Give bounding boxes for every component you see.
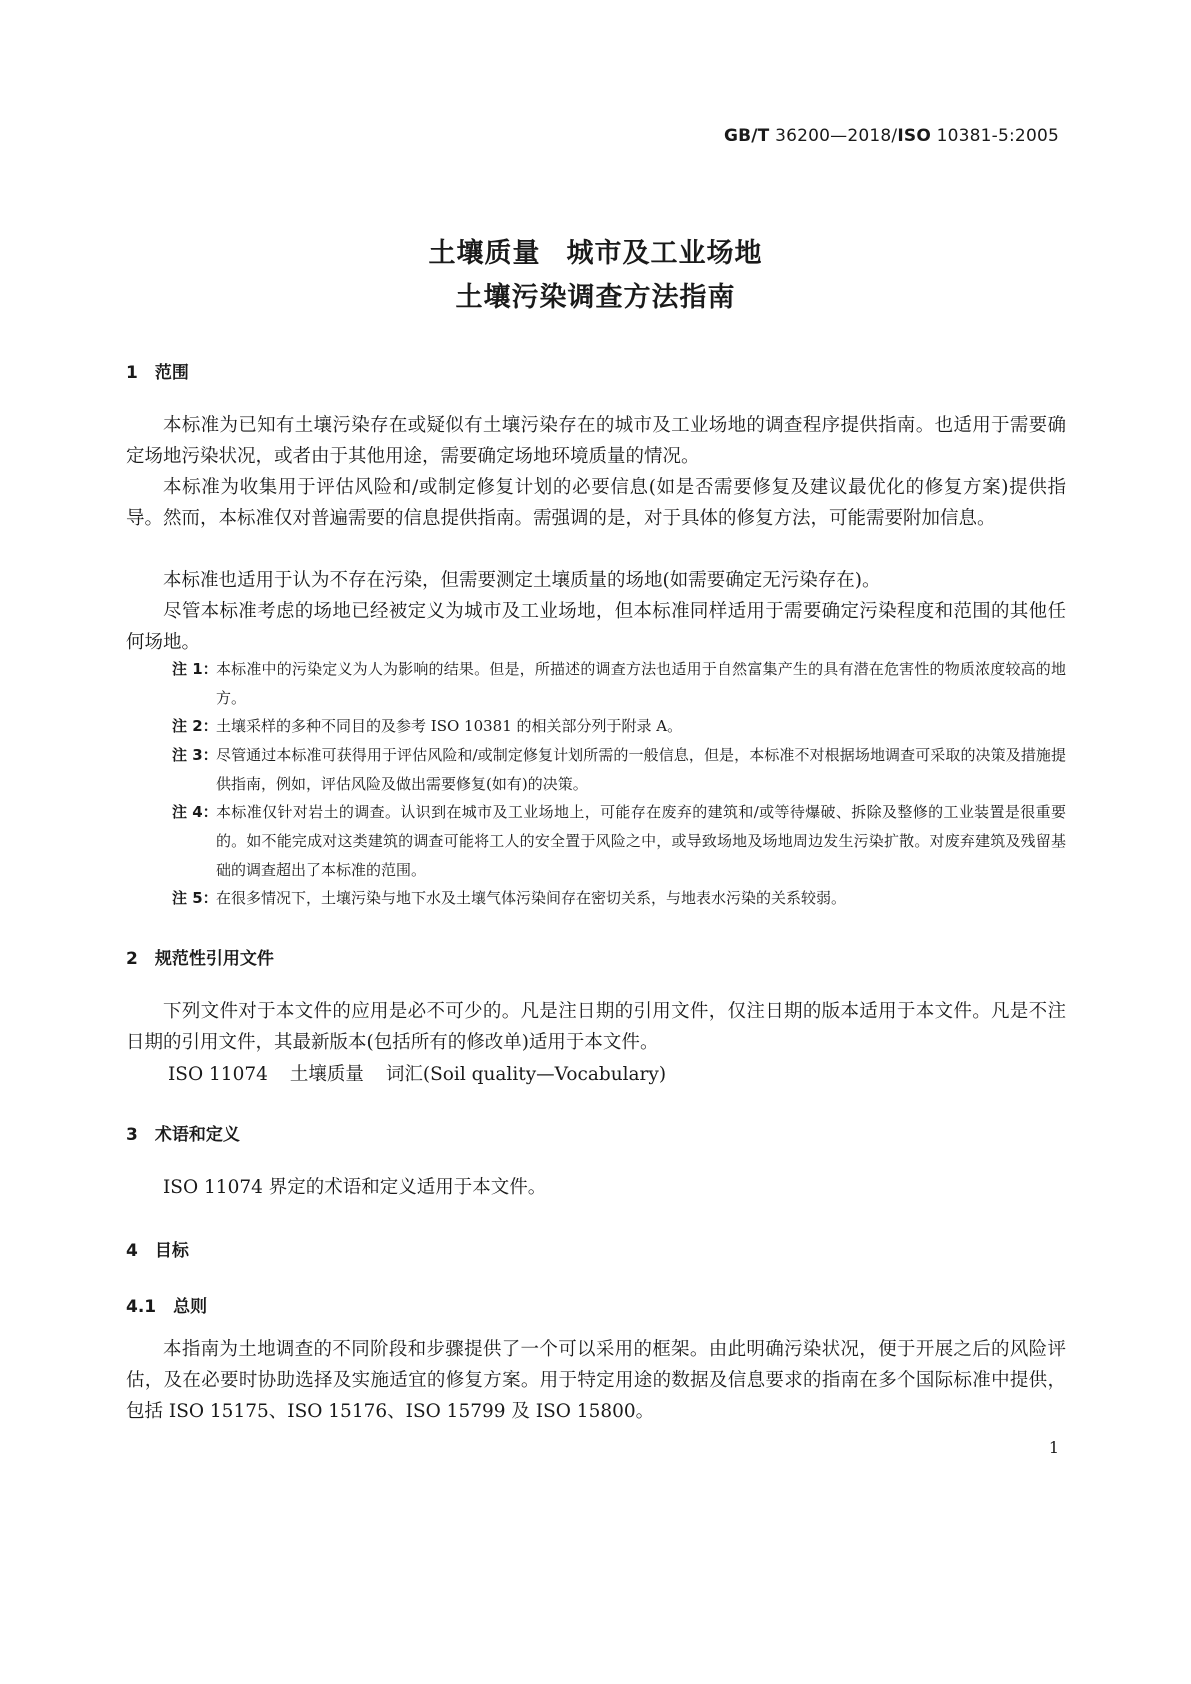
std-iso-rest: 10381-5:2005 <box>930 126 1059 146</box>
title-line-1 <box>0 232 1191 276</box>
note-label: 注 3： <box>172 746 218 764</box>
note-label: 注 4： <box>172 803 218 821</box>
section-4-heading: 4 目标 <box>126 1241 189 1261</box>
s4-1-paragraph: 本指南为土地调查的不同阶段和步骤提供了一个可以采用的框架。由此明确污染状况，便于开展之后的风险评估，及在必要时协助选择及实施适宜的修复方案。用于特定用途的数据及信息要求的指南在多个国际标准中提供，包括 ISO 15175、ISO 15176、ISO 15799 及 ISO 15800。 <box>126 1339 1066 1422</box>
note-label: 注 1： <box>172 660 218 678</box>
s1-paragraph-2: 本标准为收集用于评估风险和/或制定修复计划的必要信息(如是否需要修复及建议最优化的修复方案)提供指导。然而，本标准仅对普遍需要的信息提供指南。需强调的是，对于具体的修复方法，可能需要附加信息。 <box>126 477 1066 529</box>
ref-title-a: 土壤质量 <box>289 1064 364 1085</box>
s3-paragraph: ISO 11074 界定的术语和定义适用于本文件。 <box>163 1177 547 1198</box>
section-1-heading: 1 范围 <box>126 363 189 383</box>
note-1 <box>172 655 1066 713</box>
note-2 <box>172 712 1066 741</box>
note-3 <box>172 741 1066 799</box>
note-text: 本标准仅针对岩土的调查。认识到在城市及工业场地上，可能存在废弃的建筑和/或等待爆破、拆除及整修的工业装置是很重要的。如不能完成对这类建筑的调查可能将工人的安全置于风险之中，或导致场地及场地周边发生污染扩散。对废弃建筑及残留基础的调查超出了本标准的范围。 <box>216 803 1066 879</box>
s2-paragraph: 下列文件对于本文件的应用是必不可少的。凡是注日期的引用文件，仅注日期的版本适用于本文件。凡是不注日期的引用文件，其最新版本(包括所有的修改单)适用于本文件。 <box>126 1001 1066 1053</box>
ref-code: ISO 11074 <box>168 1064 268 1085</box>
s1-paragraph-1: 本标准为已知有土壤污染存在或疑似有土壤污染存在的城市及工业场地的调查程序提供指南。也适用于需要确定场地污染状况，或者由于其他用途，需要确定场地环境质量的情况。 <box>126 415 1066 467</box>
note-4 <box>172 798 1066 885</box>
std-iso: ISO <box>897 126 931 146</box>
normative-reference <box>168 1059 666 1090</box>
std-prefix: GB/T <box>723 126 770 146</box>
s1-paragraph-3: 本标准也适用于认为不存在污染，但需要测定土壤质量的场地(如需要确定无污染存在)。 <box>163 570 881 591</box>
note-text: 本标准中的污染定义为人为影响的结果。但是，所描述的调查方法也适用于自然富集产生的具有潜在危害性的物质浓度较高的地方。 <box>216 660 1066 707</box>
ref-title-b: 词汇(Soil quality—Vocabulary) <box>385 1064 667 1085</box>
title-line-1b: 城市及工业场地 <box>566 238 763 269</box>
note-label: 注 5： <box>172 889 218 907</box>
note-label: 注 2： <box>172 717 218 735</box>
note-5 <box>172 884 1066 913</box>
note-text: 土壤采样的多种不同目的及参考 ISO 10381 的相关部分列于附录 A。 <box>216 717 683 735</box>
standard-number <box>724 126 1059 146</box>
note-text: 在很多情况下，土壤污染与地下水及土壤气体污染间存在密切关系，与地表水污染的关系较弱。 <box>216 889 847 907</box>
section-3-heading: 3 术语和定义 <box>126 1125 240 1145</box>
page-number: 1 <box>1048 1438 1059 1457</box>
title-line-2: 土壤污染调查方法指南 <box>455 282 736 313</box>
title-line-1a: 土壤质量 <box>428 238 541 269</box>
section-2-heading: 2 规范性引用文件 <box>126 949 274 969</box>
note-text: 尽管通过本标准可获得用于评估风险和/或制定修复计划所需的一般信息，但是，本标准不对根据场地调查可采取的决策及措施提供指南，例如，评估风险及做出需要修复(如有)的决策。 <box>216 746 1066 793</box>
std-number-rest: 36200—2018/ <box>769 126 898 146</box>
section-4-1-heading: 4.1 总则 <box>126 1297 208 1317</box>
document-title <box>0 232 1191 320</box>
s1-paragraph-4: 尽管本标准考虑的场地已经被定义为城市及工业场地，但本标准同样适用于需要确定污染程度和范围的其他任何场地。 <box>126 601 1066 653</box>
